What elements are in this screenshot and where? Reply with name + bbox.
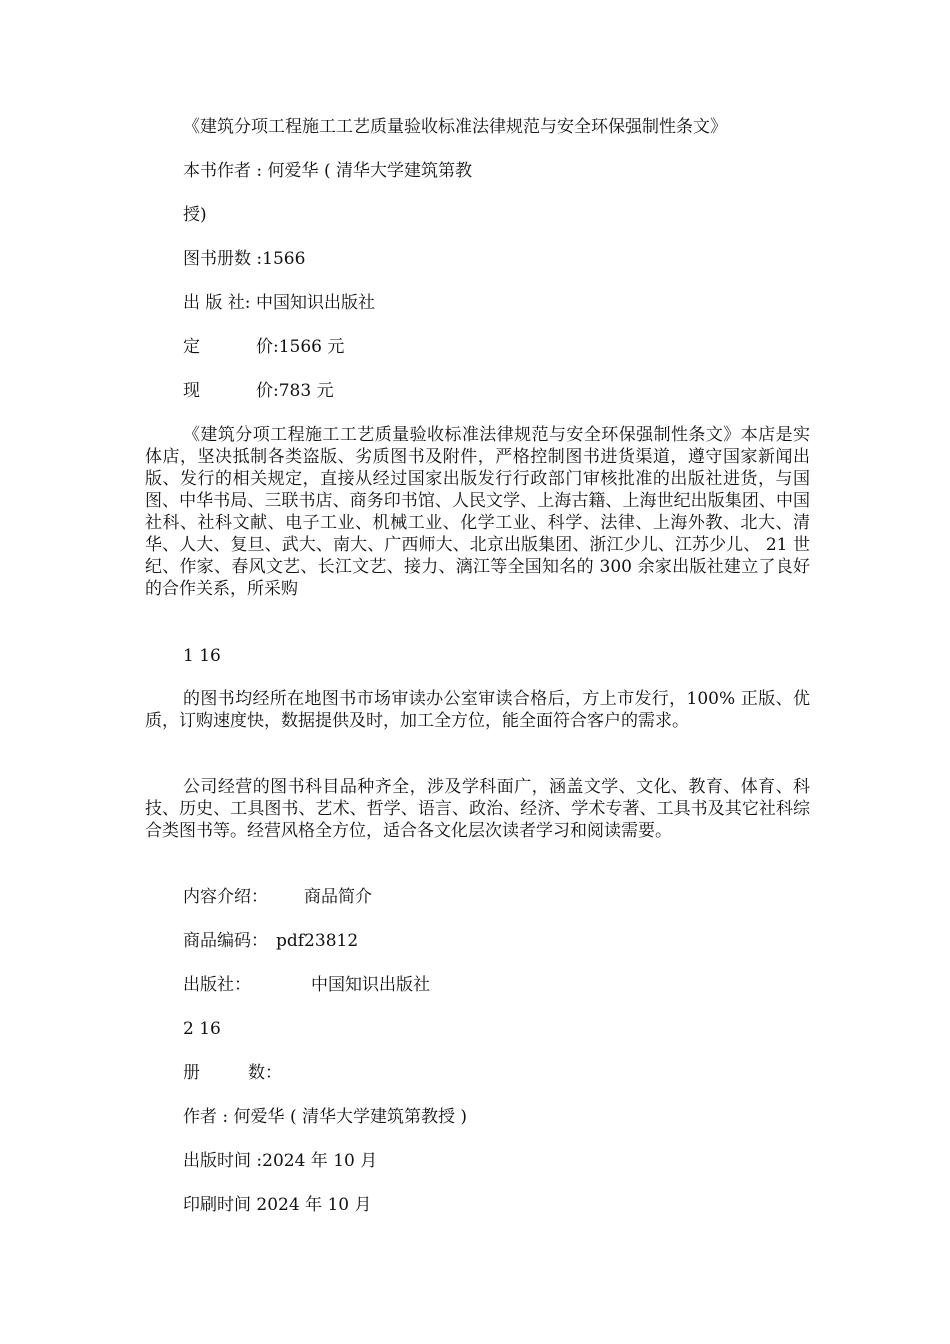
catalog-paragraph: 公司经营的图书科目品种齐全，涉及学科面广，涵盖文学、文化、教育、体育、科技、历史、工具图书、艺术、哲学、语言、政治、经济、学术专著、工具书及其它社科综合类图书等。经营风格全方位，适合各文化层次读者学习和阅读需要。	[145, 777, 810, 841]
author-detail: 作者 : 何爱华 ( 清华大学建筑第教授 )	[183, 1107, 468, 1127]
volumes-detail	[183, 1062, 282, 1084]
product-code-label: 商品编码：	[183, 931, 268, 951]
product-code-value: pdf23812	[276, 931, 359, 951]
publication-time: 出版时间 :2024 年 10 月	[183, 1151, 378, 1171]
list-price	[183, 336, 344, 358]
volume-count: 图书册数 :1566	[183, 249, 306, 269]
store-intro-paragraph: 《建筑分项工程施工工艺质量验收标准法律规范与安全环保强制性条文》本店是实体店，坚决抵制各类盗版、劣质图书及附件，严格控制图书进货渠道，遵守国家新闻出版、发行的相关规定，直接从经过国家出版发行行政部门审核批准的出版社进货，与国图、中华书局、三联书店、商务印书馆、人民文学、上海古籍、上海世纪出版集团、中国社科、社科文献、电子工业、机械工业、化学工业、科学、法律、上海外教、北大、清华、人大、复旦、武大、南大、广西师大、北京出版集团、浙江少儿、江苏少儿、 21 世纪、作家、春风文艺、长江文艺、接力、漓江等全国知名的 300 余家出版社建立了良好的合作关系，所采购	[145, 425, 810, 599]
list-price-label: 定	[183, 337, 200, 357]
author-line-2: 授)	[183, 205, 207, 225]
list-price-value: 价:1566 元	[256, 337, 345, 357]
publisher-detail-value: 中国知识出版社	[311, 975, 430, 995]
volumes-detail-label: 册	[183, 1063, 200, 1083]
publisher-detail	[183, 974, 430, 996]
current-price-value: 价:783 元	[256, 381, 334, 401]
author-line-1: 本书作者 : 何爱华 ( 清华大学建筑第教	[183, 161, 472, 181]
product-code	[183, 930, 358, 952]
quality-paragraph: 的图书均经所在地图书市场审读办公室审读合格后，方上市发行，100% 正版、优质，订购速度快，数据提供及时，加工全方位，能全面符合客户的需求。	[145, 689, 810, 731]
content-intro-value: 商品简介	[304, 887, 372, 907]
publisher-detail-label: 出版社：	[183, 975, 251, 995]
volumes-detail-value: 数：	[248, 1063, 282, 1083]
publisher-line: 出 版 社: 中国知识出版社	[183, 293, 375, 313]
current-price	[183, 380, 334, 402]
content-intro-label: 内容介绍：	[183, 887, 268, 907]
current-price-label: 现	[183, 381, 200, 401]
book-title: 《建筑分项工程施工工艺质量验收标准法律规范与安全环保强制性条文》	[183, 117, 727, 137]
page-number-2: 2 16	[183, 1019, 221, 1039]
content-intro	[183, 886, 372, 908]
printing-time: 印刷时间 2024 年 10 月	[183, 1195, 372, 1215]
page-number-1: 1 16	[183, 646, 221, 666]
